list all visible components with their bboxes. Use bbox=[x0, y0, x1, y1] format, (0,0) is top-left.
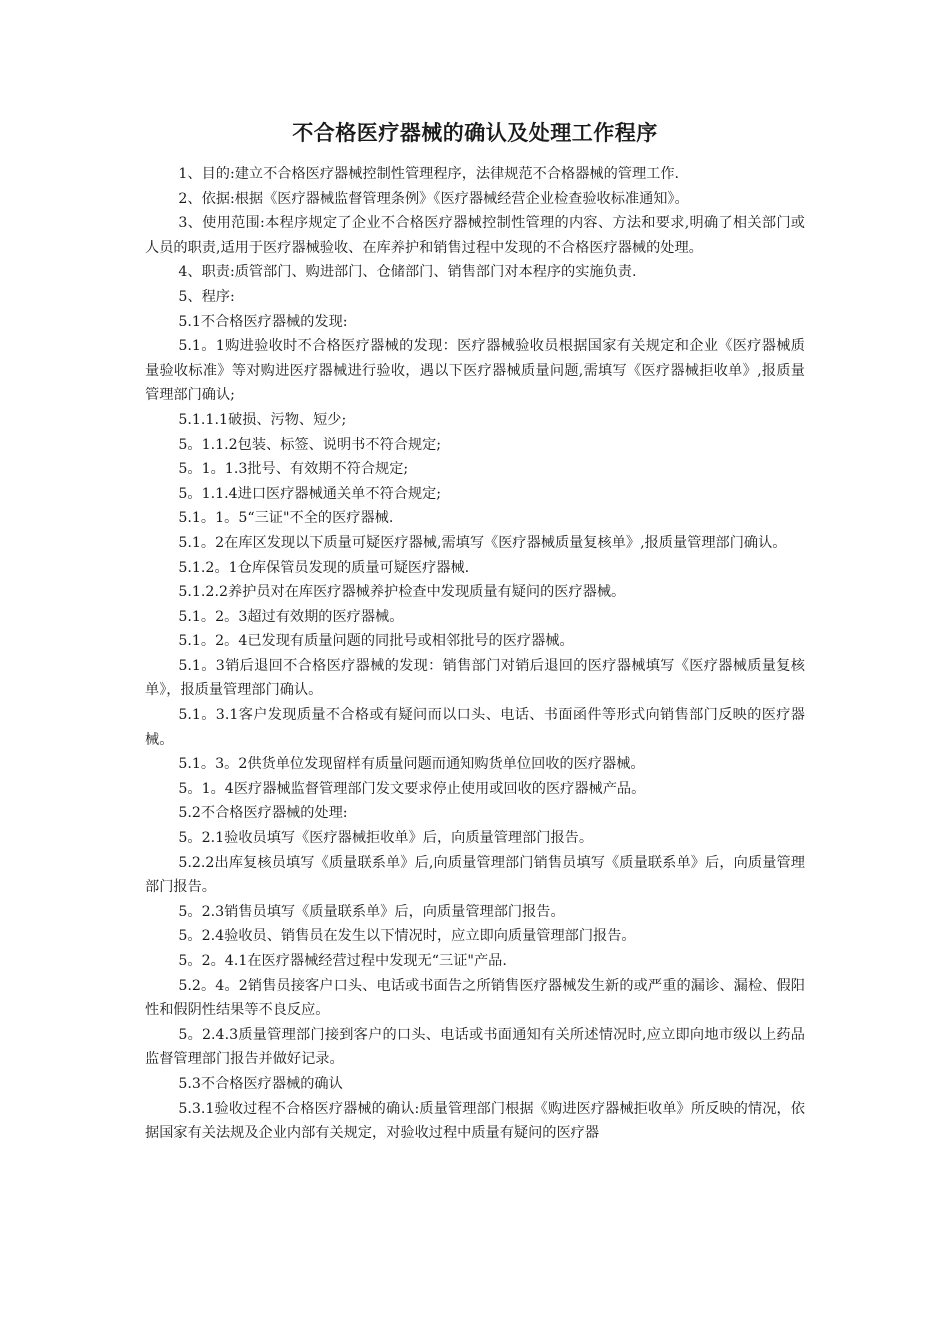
paragraph-5-2-4-3: 5。2.4.3质量管理部门接到客户的口头、电话或书面通知有关所述情况时,应立即向地市级以上药品监督管理部门报告并做好记录。 bbox=[145, 1026, 805, 1068]
paragraph-5-1-1: 5.1。1购进验收时不合格医疗器械的发现：医疗器械验收员根据国家有关规定和企业《医疗器械质量验收标准》等对购进医疗器械进行验收，遇以下医疗器械质量问题,需填写《医疗器械拒收单》,报质量管理部门确认; bbox=[145, 338, 805, 404]
paragraph-5-1-2: 5.1。2在库区发现以下质量可疑医疗器械,需填写《医疗器械质量复核单》,报质量管理部门确认。 bbox=[178, 534, 787, 551]
paragraph-5-1-4: 5。1。4医疗器械监督管理部门发文要求停止使用或回收的医疗器械产品。 bbox=[178, 780, 646, 797]
paragraph-scope: 3、使用范围:本程序规定了企业不合格医疗器械控制性管理的内容、方法和要求,明确了相关部门或人员的职责,适用于医疗器械验收、在库养护和销售过程中发现的不合格医疗器械的处理。 bbox=[145, 215, 805, 256]
paragraph-basis: 2、依据:根据《医疗器械监督管理条例》《医疗器械经营企业检查验收标准通知》。 bbox=[178, 190, 689, 207]
document-page bbox=[145, 118, 805, 1146]
paragraph-duties: 4、职责:质管部门、购进部门、仓储部门、销售部门对本程序的实施负责. bbox=[178, 264, 637, 281]
paragraph-5-3-1: 5.3.1验收过程不合格医疗器械的确认:质量管理部门根据《购进医疗器械拒收单》所反映的情况，依据国家有关法规及企业内部有关规定，对验收过程中质量有疑问的医疗器 bbox=[145, 1100, 805, 1142]
paragraph-purpose: 1、目的:建立不合格医疗器械控制性管理程序，法律规范不合格器械的管理工作. bbox=[178, 166, 680, 182]
paragraph-5-1-3-1: 5.1。3.1客户发现质量不合格或有疑问而以口头、电话、书面函件等形式向销售部门反映的医疗器械。 bbox=[145, 707, 805, 748]
paragraph-5-1-3-2: 5.1。3。2供货单位发现留样有质量问题而通知购货单位回收的医疗器械。 bbox=[178, 756, 645, 773]
paragraph-procedure: 5、程序: bbox=[178, 288, 235, 305]
paragraph-5-2-4: 5。2.4验收员、销售员在发生以下情况时，应立即向质量管理部门报告。 bbox=[178, 928, 636, 945]
paragraph-5-1-1-1: 5.1.1.1破损、污物、短少; bbox=[178, 411, 347, 428]
document-body bbox=[145, 162, 805, 1146]
paragraph-5-2-2: 5.2.2出库复核员填写《质量联系单》后,向质量管理部门销售员填写《质量联系单》后，向质量管理部门报告。 bbox=[145, 854, 805, 896]
paragraph-5-1-1-3: 5。1。1.3批号、有效期不符合规定; bbox=[178, 461, 409, 478]
paragraph-5-1-1-4: 5。1.1.4进口医疗器械通关单不符合规定; bbox=[178, 485, 442, 502]
paragraph-5-1-2-4: 5.1。2。4已发现有质量问题的同批号或相邻批号的医疗器械。 bbox=[178, 633, 574, 650]
paragraph-5-1-1-5: 5.1。1。5“三证"不全的医疗器械. bbox=[178, 510, 394, 527]
paragraph-5-1-2-2: 5.1.2.2养护员对在库医疗器械养护检查中发现质量有疑问的医疗器械。 bbox=[178, 584, 626, 601]
section-5-2-heading: 5.2不合格医疗器械的处理: bbox=[178, 805, 348, 822]
paragraph-5-1-2-3: 5.1。2。3超过有效期的医疗器械。 bbox=[178, 608, 404, 625]
paragraph-5-2-4-1: 5。2。4.1在医疗器械经营过程中发现无“三证"产品. bbox=[178, 953, 507, 969]
paragraph-5-2-4-2: 5.2。4。2销售员接客户口头、电话或书面告之所销售医疗器械发生新的或严重的漏诊、漏检、假阳性和假阴性结果等不良反应。 bbox=[145, 977, 805, 1019]
paragraph-5-1-1-2: 5。1.1.2包装、标签、说明书不符合规定; bbox=[178, 436, 442, 453]
section-5-1-heading: 5.1不合格医疗器械的发现: bbox=[178, 313, 348, 330]
paragraph-5-1-2-1: 5.1.2。1仓库保管员发现的质量可疑医疗器械. bbox=[178, 559, 470, 576]
paragraph-5-2-3: 5。2.3销售员填写《质量联系单》后，向质量管理部门报告。 bbox=[178, 903, 565, 920]
document-title: 不合格医疗器械的确认及处理工作程序 bbox=[292, 121, 658, 145]
paragraph-5-1-3: 5.1。3销后退回不合格医疗器械的发现：销售部门对销后退回的医疗器械填写《医疗器械质量复核单》，报质量管理部门确认。 bbox=[145, 657, 805, 699]
section-5-3-heading: 5.3不合格医疗器械的确认 bbox=[178, 1075, 343, 1092]
paragraph-5-2-1: 5。2.1验收员填写《医疗器械拒收单》后，向质量管理部门报告。 bbox=[178, 830, 594, 847]
